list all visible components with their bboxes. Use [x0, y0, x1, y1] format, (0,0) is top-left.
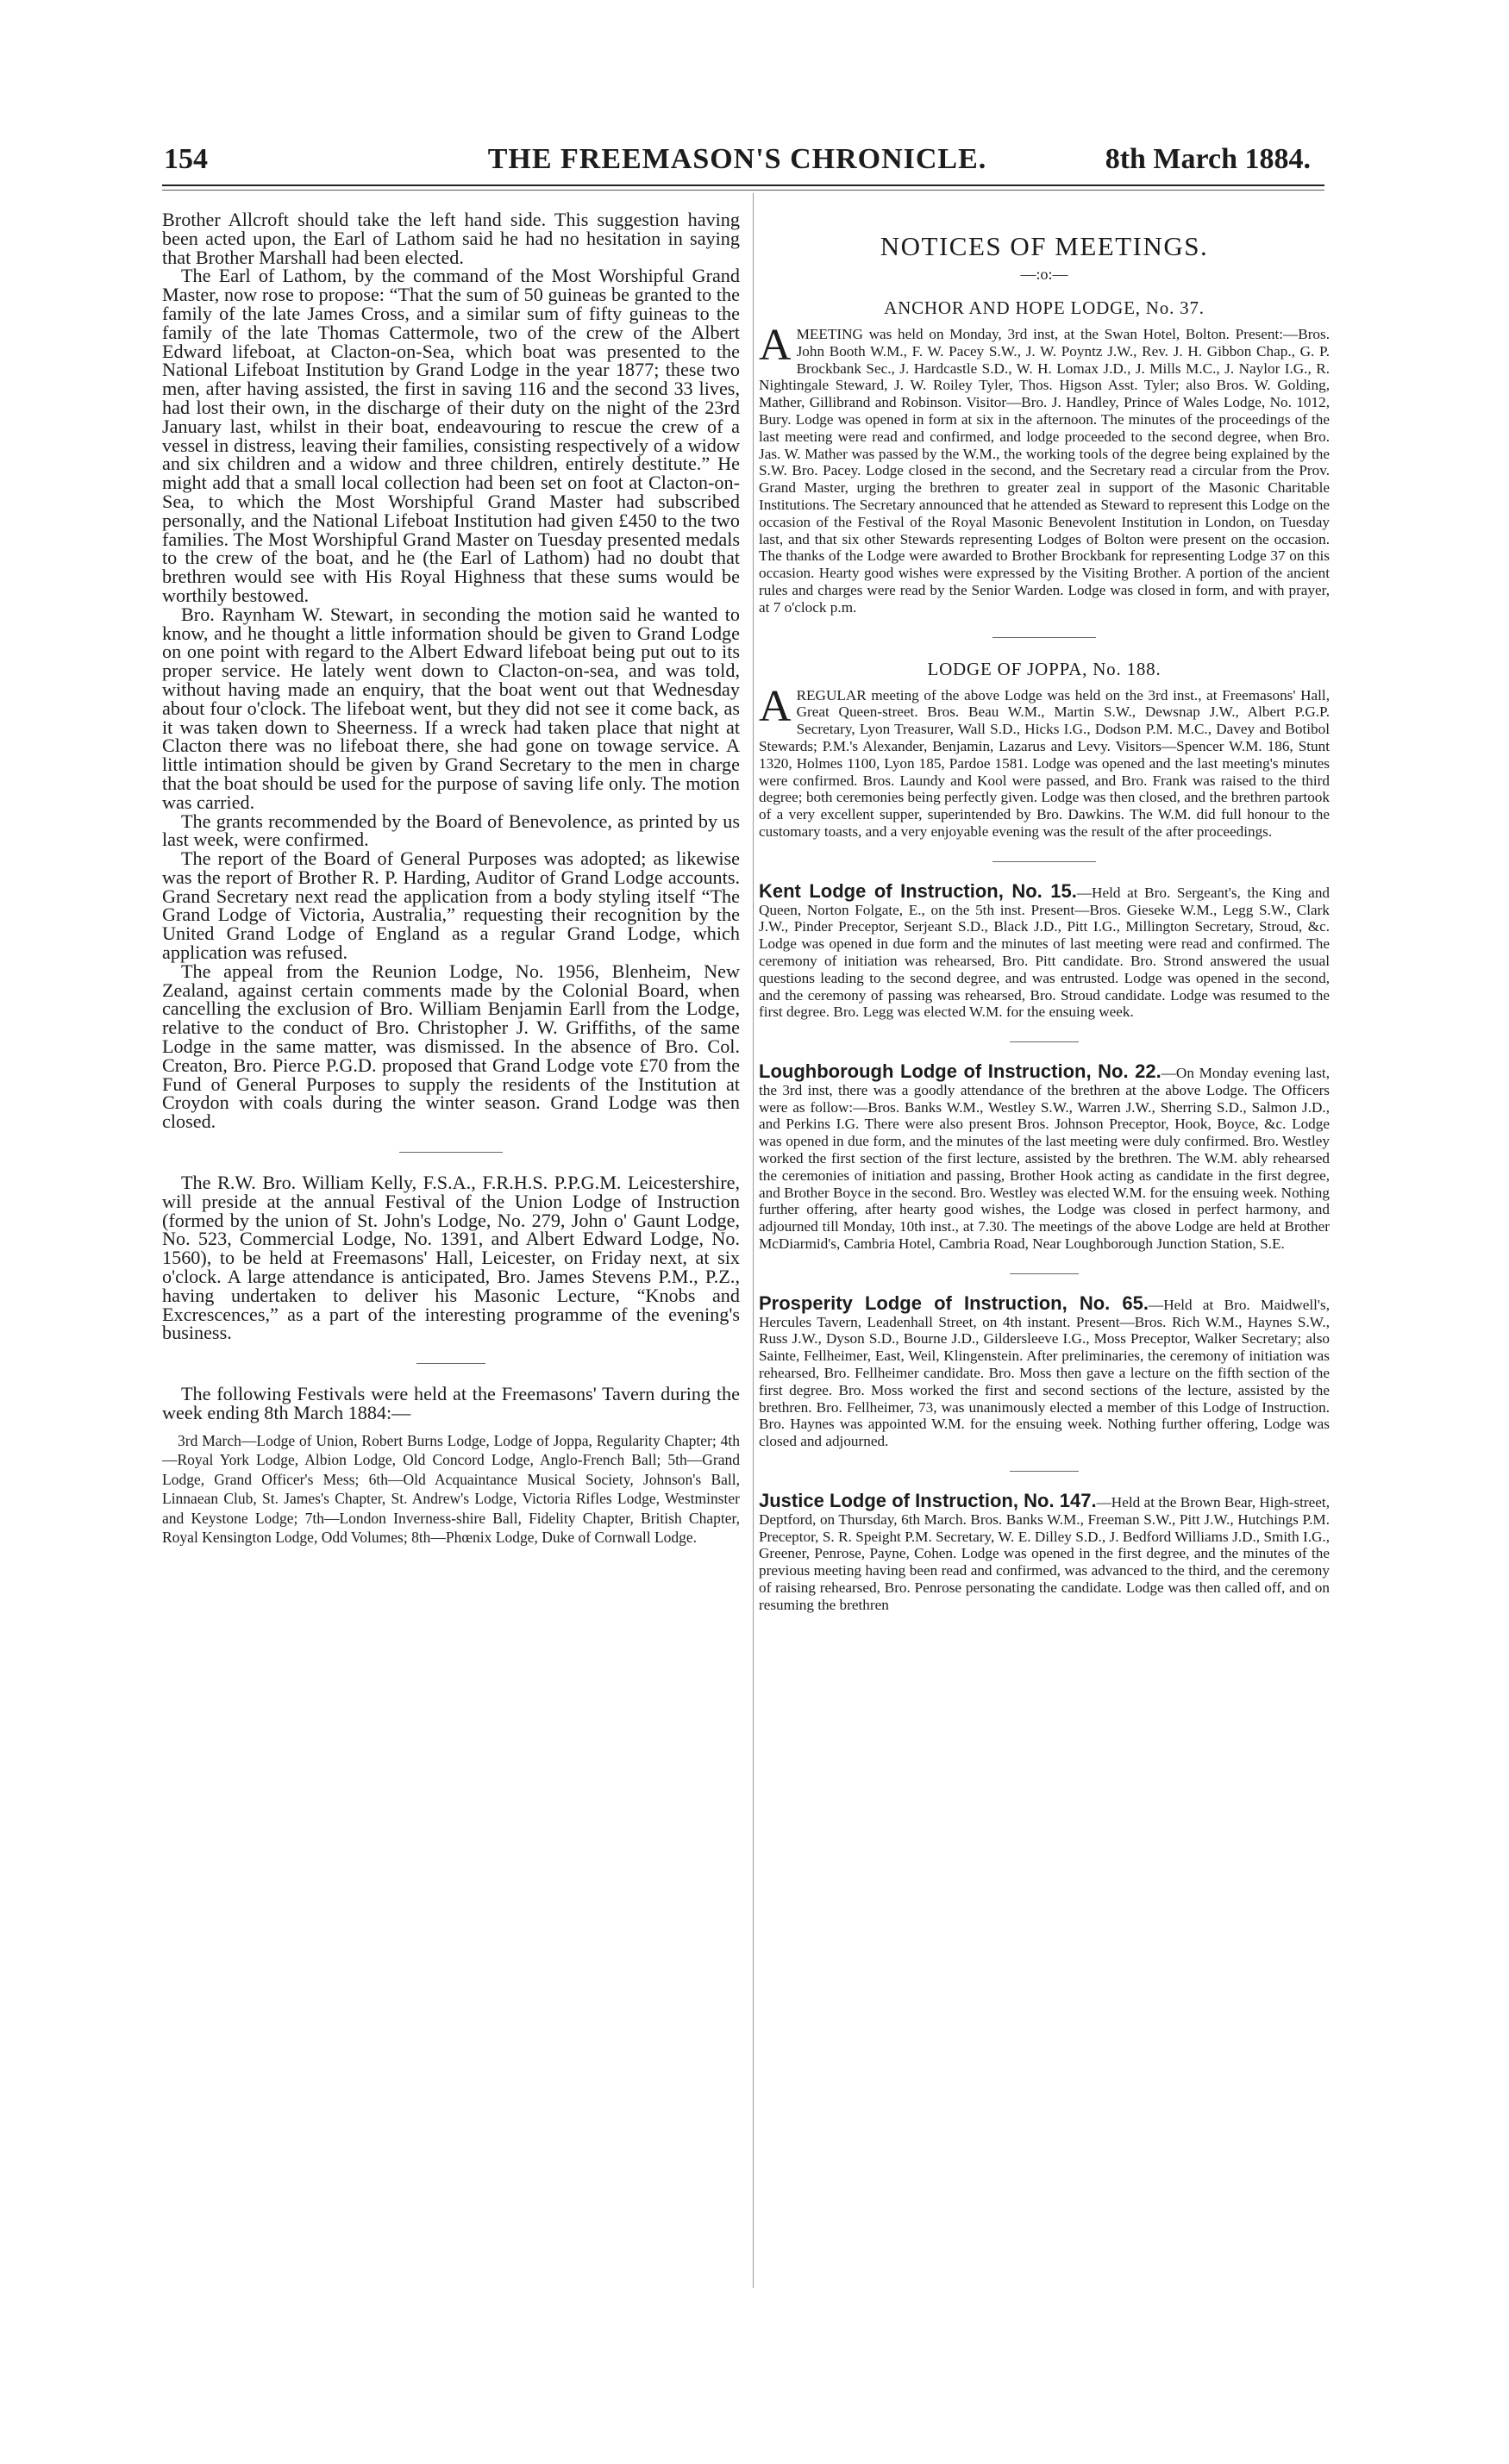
paragraph-general-purposes: The report of the Board of General Purposes was adopted; as likewise was the report of Brother R. P. Harding, Auditor of Grand Lodge accounts. Grand Secretary next read the application from a body styling itself “The Grand Lodge of Victoria, Australia,” requesting their recognition by the United Grand Lodge of England as a regular Grand Lodge, which application was refused.	[162, 847, 740, 964]
publication-title: THE FREEMASON'S CHRONICLE.	[487, 143, 987, 175]
loughborough-lodge-name: Loughborough Lodge of Instruction, No. 22.	[759, 1060, 1161, 1083]
paragraph-festivals-list: 3rd March—Lodge of Union, Robert Burns Lodge, Lodge of Joppa, Regularity Chapter; 4th—Royal York Lodge, Albion Lodge, Old Concord Lodge, Anglo-French Ball; 5th—Grand Lodge, Grand Officer's Mess; 6th—Old Acquaintance Musical Society, Johnson's Ball, Linnaean Club, St. James's Chapter, St. Andrew's Lodge, Victoria Rifles Lodge, Westminster and Keystone Lodge; 7th—London Inverness-shire Ball, Fidelity Chapter, British Chapter, Royal Kensington Lodge, Odd Volumes; 8th—Phœnix Lodge, Duke of Cornwall Lodge.	[162, 1431, 740, 1547]
paragraph-kelly: The R.W. Bro. William Kelly, F.S.A., F.R.H.S. P.P.G.M. Leicestershire, will preside at the annual Festival of the Union Lodge of Instruction (formed by the union of St. John's Lodge, No. 279, John o' Gaunt Lodge, No. 523, Commercial Lodge, No. 1391, and Albert Edward Lodge, No. 1560), to be held at Freemasons' Hall, Leicester, on Friday next, at six o'clock. A large attendance is anticipated, Bro. James Stevens P.M., P.Z., having undertaken to deliver his Masonic Lecture, “Knobs and Excrescences,” as a part of the interesting programme of the evening's business.	[162, 1172, 740, 1344]
separator-rule	[1010, 1471, 1079, 1472]
left-column	[162, 210, 740, 1548]
paragraph-festivals-intro: The following Festivals were held at the Freemasons' Tavern during the week ending 8th March 1884:—	[162, 1383, 740, 1424]
paragraph-allcroft: Brother Allcroft should take the left hand side. This suggestion having been acted upon, the Earl of Lathom said he had no hesitation in saying that Brother Marshall had been elected.	[162, 209, 740, 268]
justice-lodge-report	[759, 1492, 1330, 1614]
paragraph-stewart: Bro. Raynham W. Stewart, in seconding the motion said he wanted to know, and he thought a little information should be given to Grand Lodge on one point with regard to the Albert Edward lifeboat being put out to its proper service. He lately went down to Clacton-on-sea, and was told, without having made an enquiry, that the boat went out that Wednesday about four o'clock. The lifeboat went, but they did not see it come back, as it was taken down to Sheerness. If a wreck had taken place that night at Clacton there was no lifeboat there, she had gone on towage service. A little intimation should be given by Grand Secretary to the men in charge that the boat should be used for the purpose of saving life only. The motion was carried.	[162, 603, 740, 813]
separator-rule	[992, 637, 1096, 638]
anchor-lodge-report	[759, 321, 1330, 616]
drop-cap: A	[759, 681, 792, 731]
paragraph-reunion-appeal: The appeal from the Reunion Lodge, No. 1956, Blenheim, New Zealand, against certain comments made by the Colonial Board, when cancelling the exclusion of Bro. William Benjamin Earll from the Lodge, relative to the conduct of Bro. Christopher J. W. Griffiths, of the same Lodge in the same matter, was dismissed. In the absence of Bro. Col. Creaton, Bro. Pierce P.G.D. proposed that Grand Lodge vote £70 from the Fund of General Purposes to supply the residents of the Institution at Croydon with coals during the winter season. Grand Lodge was then closed.	[162, 960, 740, 1133]
paragraph-benevolence: The grants recommended by the Board of Benevolence, as printed by us last week, were confirmed.	[162, 810, 740, 851]
prosperity-lodge-text: —Held at Bro. Maidwell's, Hercules Tavern, Leadenhall Street, on 4th instant. Present—Bros. Rich W.M., Haynes S.W., Russ J.W., Dyson S.D., Bourne J.D., Gildersleeve I.G., Moss Preceptor, Walker Secretary; also Sainte, Fellheimer, East, Weil, Klingenstein. After preliminaries, the ceremony of initiation was rehearsed, Bro. Fellheimer candidate. Bro. Moss then gave a lecture on the fifth section of the first degree. Bro. Moss worked the first and second sections of the lecture, assisted by the brethren. Bro. Fellheimer, 73, was unanimously elected a member of this Lodge of Instruction. Bro. Haynes was appointed W.M. for the ensuing week. Nothing further offering, Lodge was closed and adjourned.	[759, 1296, 1330, 1450]
joppa-lodge-report	[759, 681, 1330, 841]
joppa-lodge-text: REGULAR meeting of the above Lodge was held on the 3rd inst., at Freemasons' Hall, Great Queen-street. Bros. Beau W.M., Martin S.W., Dewsnap J.W., Albert P.G.P. Secretary, Lyon Treasurer, Wall S.D., Hicks I.G., Dodson P.M. M.C., Davey and Botibol Stewards; P.M.'s Alexander, Benjamin, Lazarus and Levy. Visitors—Spencer W.M. 186, Stunt 1320, Holmes 1100, Lyon 185, Pardoe 1581. Lodge was opened and the last meeting's minutes were confirmed. Bros. Laundy and Kool were passed, and Bro. Frank was raised to the third degree; both ceremonies being perfectly given. Lodge was then closed, and the brethren partook of a very excellent supper, superintended by Bro. Dawkins. The W.M. did full honour to the customary toasts, and a very enjoyable evening was the result of the after proceedings.	[759, 686, 1330, 840]
separator-rule	[416, 1363, 485, 1364]
header-rule	[162, 184, 1324, 186]
page-header	[164, 143, 1311, 178]
anchor-lodge-text: MEETING was held on Monday, 3rd inst, at the Swan Hotel, Bolton. Present:—Bros. John Booth W.M., F. W. Pacey S.W., J. W. Poyntz J.W., Rev. J. H. Gibbon Chap., G. P. Brockbank Sec., J. Hardcastle S.D., W. H. Lomax J.D., J. Mills M.C., J. Naylor I.G., R. Nightingale Steward, J. W. Roiley Tyler, Thos. Higson Asst. Tyler; also Bros. W. Golding, Mather, Gillibrand and Robinson. Visitor—Bro. J. Handley, Prince of Wales Lodge, No. 1012, Bury. Lodge was opened in form at six in the afternoon. The minutes of the proceedings of the last meeting were read and confirmed, and lodge proceeded to the second degree, when Bro. Jas. W. Mather was passed by the W.M., the working tools of the degree being explained by the S.W. Bro. Pacey. Lodge closed in the second, and the Secretary read a circular from the Prov. Grand Master, urging the brethren to greater zeal in support of the Masonic Charitable Institutions. The Secretary announced that he attended as Steward to represent this Lodge on the occasion of the Festival of the Royal Masonic Benevolent Institution in London, on Tuesday last, and that six other Stewards representing Lodges of Bolton were present on the occasion. The thanks of the Lodge were awarded to Brother Brockbank for representing Lodge 37 on this occasion. Hearty good wishes were expressed by the Visiting Brother. A portion of the ancient rules and charges were read by the Senior Warden. Lodge was closed in form, and with prayer, at 7 o'clock p.m.	[759, 326, 1330, 616]
kent-lodge-report	[759, 879, 1331, 1021]
notices-heading: NOTICES OF MEETINGS.	[880, 231, 1209, 261]
separator-rule	[1010, 1273, 1079, 1274]
kent-lodge-name: Kent Lodge of Instruction, No. 15.	[759, 879, 1077, 902]
separator-rule	[399, 1152, 503, 1153]
justice-lodge-text: —Held at the Brown Bear, High-street, Deptford, on Thursday, 6th March. Bros. Banks W.M., Freeman S.W., Pitt J.W., Hutchings P.M. Preceptor, S. R. Speight P.M. Secretary, W. E. Dilley S.D., J. Bedford Williams J.D., Smith I.G., Greener, Penrose, Payne, Cohen. Lodge was opened in the first degree, and the minutes of the previous meeting having been read and confirmed, was advanced to the third, and the ceremony of raising rehearsed, Bro. Penrose personating the candidate. Lodge was then called off, and on resuming the brethren	[759, 1494, 1330, 1613]
right-column	[759, 222, 1330, 1614]
prosperity-lodge-report	[759, 1291, 1330, 1450]
prosperity-lodge-name: Prosperity Lodge of Instruction, No. 65.	[759, 1291, 1149, 1314]
paragraph-lathom-proposal: The Earl of Lathom, by the command of the Most Worshipful Grand Master, now rose to propose: “That the sum of 50 guineas be granted to the family of the late James Cross, and a similar sum of fifty guineas to the family of the late Thomas Cattermole, two of the crew of the Albert Edward lifeboat, at Clacton-on-Sea, which boat was presented to the National Lifeboat Institution by Grand Lodge in the year 1877; these two men, after having assisted, the first in saving 116 and the second 33 lives, had lost their own, in the discharge of their duty on the night of the 23rd January last, whilst in their boat, endeavouring to rescue the crew of a vessel in distress, leaving their families, consisting respectively of a widow and six children and a widow and three children, entirely destitute.” He might add that a small local collection had been set on foot at Clacton-on-Sea, to which the Most Worshipful Grand Master had subscribed personally, and the National Lifeboat Institution had given £450 to the two families. The Most Worshipful Grand Master on Tuesday presented medals to the crew of the boat, and he (the Earl of Lathom) had no doubt that brethren would see with His Royal Highness that these sums would be worthily bestowed.	[162, 265, 740, 606]
notices-ornament: —:o:—	[1020, 266, 1068, 283]
column-divider	[753, 193, 754, 2288]
page-number: 154	[164, 143, 208, 175]
justice-lodge-name: Justice Lodge of Instruction, No. 147.	[759, 1490, 1097, 1512]
loughborough-lodge-report	[759, 1060, 1330, 1253]
separator-rule	[992, 861, 1096, 862]
anchor-lodge-heading: ANCHOR AND HOPE LODGE, No. 37.	[884, 297, 1205, 318]
separator-rule	[1010, 1041, 1079, 1042]
header-rule-thin	[162, 190, 1324, 191]
joppa-lodge-heading: LODGE OF JOPPA, No. 188.	[927, 658, 1161, 679]
loughborough-lodge-text: —On Monday evening last, the 3rd inst, there was a goodly attendance of the brethren at the above Lodge. The Officers were as follow:—Bros. Banks W.M., Westley S.W., Warren J.W., Sherring S.D., Salmon J.D., and Perkins I.G. There were also present Bros. Johnson Preceptor, Hook, Boyce, &c. Lodge was opened in due form, and the minutes of the last meeting were duly confirmed. Bro. Westley worked the first section of the first lecture, assisted by the brethren. The W.M. ably rehearsed the ceremonies of initiation and passing, Brother Hook acting as candidate in the first degree, and Brother Boyce in the second. Bro. Westley was elected W.M. for the ensuing week. Nothing further offering, after hearty good wishes, the Lodge was closed in perfect harmony, and adjourned till Monday, 10th inst., at 7.30. The meetings of the above Lodge are held at Brother McDiarmid's, Cambria Hotel, Cambria Road, Near Loughborough Junction Station, S.E.	[759, 1065, 1330, 1253]
issue-date: 8th March 1884.	[1105, 143, 1311, 175]
kent-lodge-text: —Held at Bro. Sergeant's, the King and Queen, Norton Folgate, E., on the 5th inst. Present—Bros. Gieseke W.M., Legg S.W., Clark J.W., Pinder Preceptor, Serjeant S.D., Black J.D., Pitt I.G., Millington Secretary, Stroud, &c. Lodge was opened in due form and the minutes of last meeting were read and confirmed. The ceremony of initiation was rehearsed, Bro. Pitt candidate. Bro. Strond answered the usual questions leading to the second degree, and was entrusted. Lodge was opened in the second, and the ceremony of passing was rehearsed, Bro. Stroud candidate. Lodge was resumed to the first degree. Bro. Legg was elected W.M. for the ensuing week.	[759, 884, 1331, 1021]
drop-cap: A	[759, 321, 792, 370]
